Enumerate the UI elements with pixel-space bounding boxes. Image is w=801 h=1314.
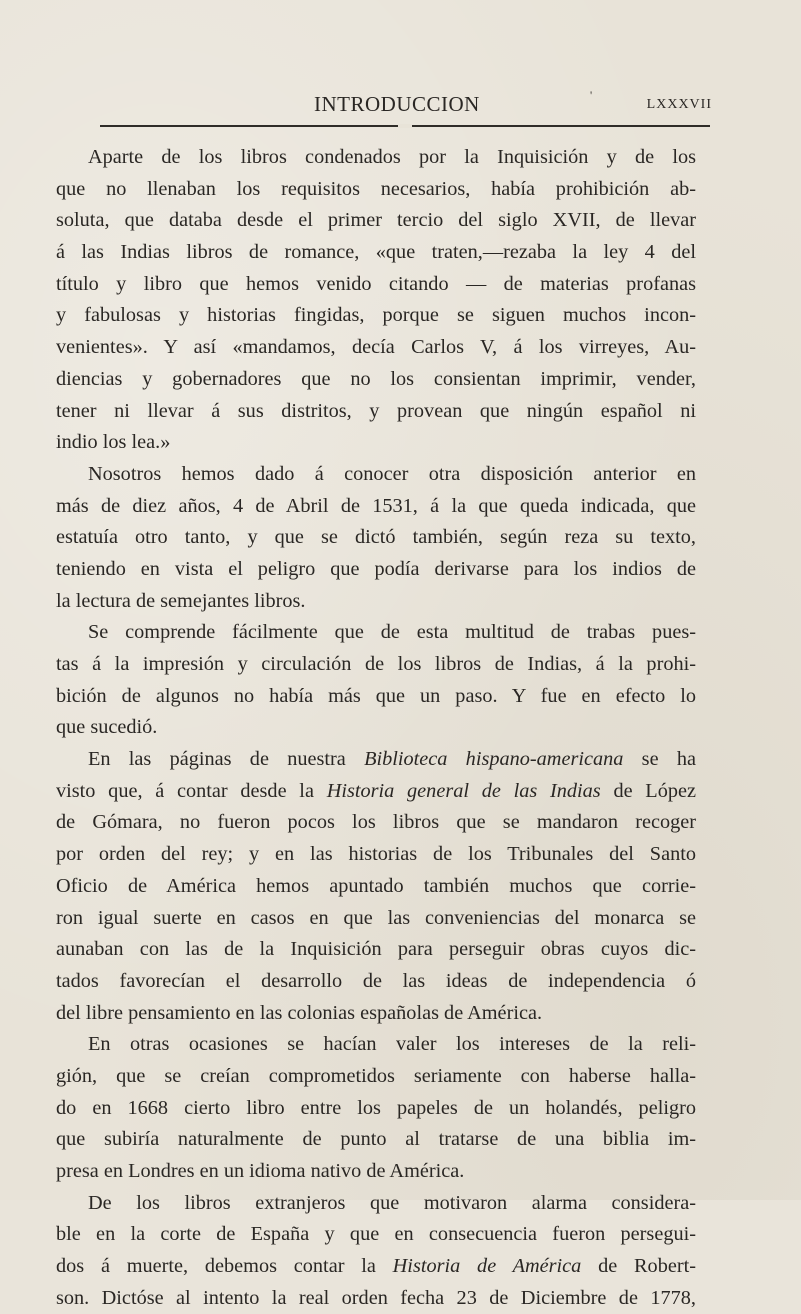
text-line-content: ron igual suerte en casos en que las conveniencias del monarca se bbox=[56, 906, 696, 929]
text-line bbox=[56, 364, 696, 396]
text-line-content: teniendo en vista el peligro que podía derivarse para los indios de bbox=[56, 557, 696, 580]
text-line bbox=[56, 491, 696, 523]
text-line-tail: se ha bbox=[641, 748, 696, 771]
text-line-content: tener ni llevar á sus distritos, y provean que ningún español ni bbox=[56, 399, 696, 422]
text-line-content: son. Dictóse al intento la real orden fecha 23 de Diciembre de 1778, bbox=[56, 1286, 696, 1309]
text-line-content: venientes». Y así «mandamos, decía Carlos V, á los virreyes, Au- bbox=[56, 336, 696, 359]
text-line-content: De los libros extranjeros que motivaron alarma considera- bbox=[88, 1191, 696, 1214]
text-line bbox=[56, 459, 696, 491]
text-line bbox=[56, 269, 696, 301]
text-line bbox=[56, 1251, 696, 1283]
text-line-content: y fabulosas y historias fingidas, porque se siguen muchos incon- bbox=[56, 304, 696, 327]
text-line bbox=[56, 1061, 696, 1093]
page-number: LXXXVII bbox=[646, 97, 712, 112]
running-header bbox=[92, 88, 712, 122]
text-line bbox=[56, 617, 696, 649]
text-line-content: Nosotros hemos dado á conocer otra disposición anterior en bbox=[88, 462, 696, 485]
text-line-content: tas á la impresión y circulación de los libros de Indias, á la prohi- bbox=[56, 653, 696, 675]
text-line-content: Aparte de los libros condenados por la Inquisición y de los bbox=[88, 146, 696, 168]
text-line-content: aunaban con las de la Inquisición para perseguir obras cuyos dic- bbox=[56, 938, 696, 961]
text-line bbox=[56, 174, 696, 206]
text-line bbox=[56, 903, 696, 935]
text-line-content: que sucedió. bbox=[56, 716, 158, 739]
text-line-content: presa en Londres en un idioma nativo de América. bbox=[56, 1160, 465, 1182]
text-line bbox=[56, 744, 696, 776]
italic-title: Biblioteca hispano-americana bbox=[364, 748, 624, 771]
text-line-content: En las páginas de nuestra bbox=[88, 748, 346, 771]
text-line-content: diencias y gobernadores que no los consientan imprimir, vender, bbox=[56, 367, 696, 390]
text-line-content: soluta, que databa desde el primer tercio del siglo XVII, de llevar bbox=[56, 209, 696, 232]
text-line-content: tados favorecían el desarrollo de las ideas de independencia ó bbox=[56, 969, 696, 992]
text-line-content: dos á muerte, debemos contar la bbox=[56, 1255, 376, 1278]
text-line bbox=[56, 237, 696, 269]
body-text bbox=[56, 142, 696, 1314]
header-title: INTRODUCCION bbox=[314, 92, 480, 116]
text-line-content: que subiría naturalmente de punto al tratarse de una biblia im- bbox=[56, 1128, 696, 1151]
text-line bbox=[56, 1029, 696, 1061]
text-line bbox=[56, 712, 696, 744]
text-line-content: gión, que se creían comprometidos seriamente con haberse halla- bbox=[56, 1064, 696, 1087]
text-line bbox=[56, 1093, 696, 1125]
text-line-content: Oficio de América hemos apuntado también muchos que corrie- bbox=[56, 874, 696, 897]
text-line bbox=[56, 427, 696, 459]
text-line bbox=[56, 871, 696, 903]
text-line bbox=[56, 300, 696, 332]
text-line-content: do en 1668 cierto libro entre los papeles de un holandés, peligro bbox=[56, 1096, 696, 1119]
text-line-content: ble en la corte de España y que en consecuencia fueron persegui- bbox=[56, 1223, 696, 1246]
text-line bbox=[56, 1156, 696, 1188]
text-line bbox=[56, 1188, 696, 1220]
text-line bbox=[56, 839, 696, 871]
header-mark: ' bbox=[590, 88, 593, 102]
text-line-content: bición de algunos no había más que un paso. Y fue en efecto lo bbox=[56, 684, 696, 707]
text-line bbox=[56, 1219, 696, 1251]
text-line-content: indio los lea.» bbox=[56, 431, 171, 454]
text-line bbox=[56, 522, 696, 554]
text-line bbox=[56, 396, 696, 428]
text-line bbox=[56, 586, 696, 618]
text-line bbox=[56, 649, 696, 681]
text-line-content: que no llenaban los requisitos necesarios, había prohibición ab- bbox=[56, 177, 696, 200]
text-line-content: del libre pensamiento en las colonias españolas de América. bbox=[56, 1001, 543, 1024]
header-rule-gap bbox=[398, 124, 412, 128]
text-line bbox=[56, 934, 696, 966]
text-line bbox=[56, 776, 696, 808]
text-line-content: de Gómara, no fueron pocos los libros que se mandaron recoger bbox=[56, 811, 696, 834]
text-line-content: estatuía otro tanto, y que se dictó también, según reza su texto, bbox=[56, 526, 696, 549]
text-line-content: visto que, á contar desde la bbox=[56, 779, 314, 802]
text-line-content: á las Indias libros de romance, «que traten,—rezaba la ley 4 del bbox=[56, 241, 696, 264]
text-line bbox=[56, 681, 696, 713]
text-line bbox=[56, 998, 696, 1030]
text-line bbox=[56, 142, 696, 174]
text-line-content: más de diez años, 4 de Abril de 1531, á la que queda indicada, que bbox=[56, 494, 696, 517]
text-line-tail: de Robert- bbox=[598, 1255, 696, 1278]
text-line-content: título y libro que hemos venido citando — de materias profanas bbox=[56, 272, 696, 295]
text-line-content: En otras ocasiones se hacían valer los intereses de la reli- bbox=[88, 1033, 696, 1056]
italic-title: Historia de América bbox=[392, 1255, 582, 1278]
text-line bbox=[56, 966, 696, 998]
text-line-content: la lectura de semejantes libros. bbox=[56, 589, 306, 612]
text-line-tail: de López bbox=[613, 779, 696, 802]
text-line-content: por orden del rey; y en las historias de los Tribunales del Santo bbox=[56, 843, 696, 866]
text-line bbox=[56, 807, 696, 839]
text-line bbox=[56, 1283, 696, 1314]
text-line bbox=[56, 1124, 696, 1156]
text-line bbox=[56, 205, 696, 237]
italic-title: Historia general de las Indias bbox=[326, 779, 601, 802]
text-line bbox=[56, 554, 696, 586]
text-line bbox=[56, 332, 696, 364]
text-line-content: Se comprende fácilmente que de esta multitud de trabas pues- bbox=[88, 621, 696, 644]
